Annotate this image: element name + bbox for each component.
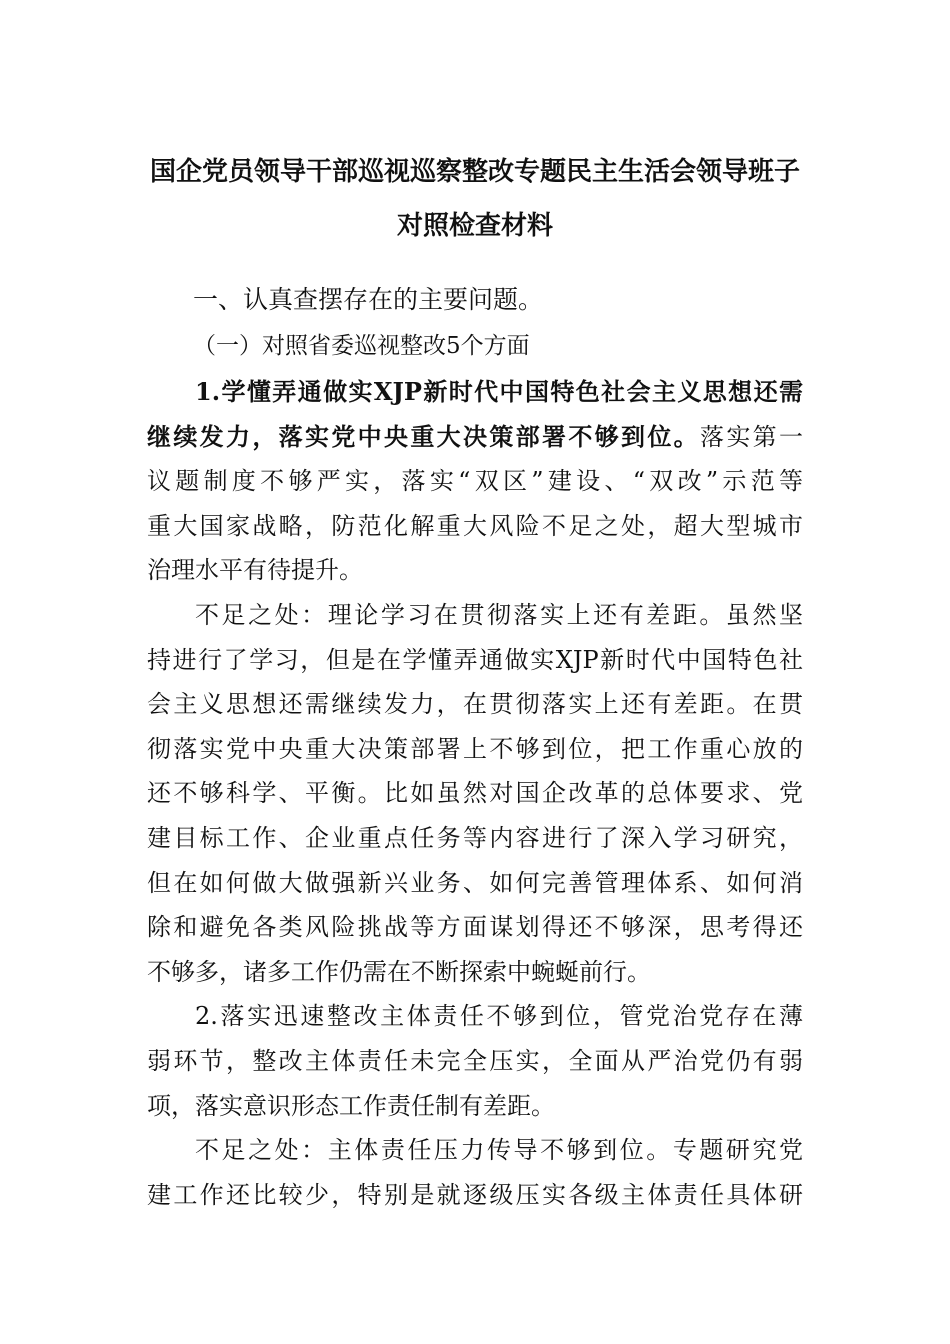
item1-detail-line: 彻落实党中央重大决策部署上不够到位，把工作重心放的 [147,735,803,763]
item1-detail-line: 但在如何做大做强新兴业务、如何完善管理体系、如何消 [147,869,803,897]
item1-line: 议题制度不够严实，落实“双区”建设、“双改”示范等 [147,467,803,495]
item1-line: 治理水平有待提升。 [147,556,363,584]
document-title-line-2: 对照检查材料 [396,211,553,241]
item1-text: 落实第一 [700,423,803,451]
item1-detail-line: 建目标工作、企业重点任务等内容进行了深入学习研究， [147,824,803,852]
item1-detail-line: 会主义思想还需继续发力，在贯彻落实上还有差距。在贯 [147,690,803,718]
item1-heading-cont: 继续发力，落实党中央重大决策部署不够到位。 [147,422,700,451]
item1-heading-line: 1.学懂弄通做实XJP新时代中国特色社会主义思想还需 [195,377,803,406]
subsection-heading: （一）对照省委巡视整改5个方面 [193,333,530,359]
item2-line: 2.落实迅速整改主体责任不够到位，管党治党存在薄 [195,1002,803,1030]
item2-detail-line: 不足之处：主体责任压力传导不够到位。专题研究党 [195,1136,803,1164]
item2-detail-line: 建工作还比较少，特别是就逐级压实各级主体责任具体研 [147,1181,803,1209]
document-title-line-1: 国企党员领导干部巡视巡察整改专题民主生活会领导班子 [149,157,800,187]
item2-line: 弱环节，整改主体责任未完全压实，全面从严治党仍有弱 [147,1047,803,1075]
item1-detail-line: 不够多，诸多工作仍需在不断探索中蜿蜒前行。 [147,958,651,986]
item1-detail-line: 不足之处：理论学习在贯彻落实上还有差距。虽然坚 [195,601,803,629]
item1-detail-line: 还不够科学、平衡。比如虽然对国企改革的总体要求、党 [147,779,803,807]
item1-line: 重大国家战略，防范化解重大风险不足之处，超大型城市 [147,512,803,540]
item1-line [147,421,803,453]
item2-line: 项，落实意识形态工作责任制有差距。 [147,1092,555,1120]
item1-detail-line: 持进行了学习，但是在学懂弄通做实XJP新时代中国特色社 [147,646,803,674]
section-heading: 一、认真查摆存在的主要问题。 [193,285,544,314]
item1-detail-line: 除和避免各类风险挑战等方面谋划得还不够深，思考得还 [147,913,803,941]
